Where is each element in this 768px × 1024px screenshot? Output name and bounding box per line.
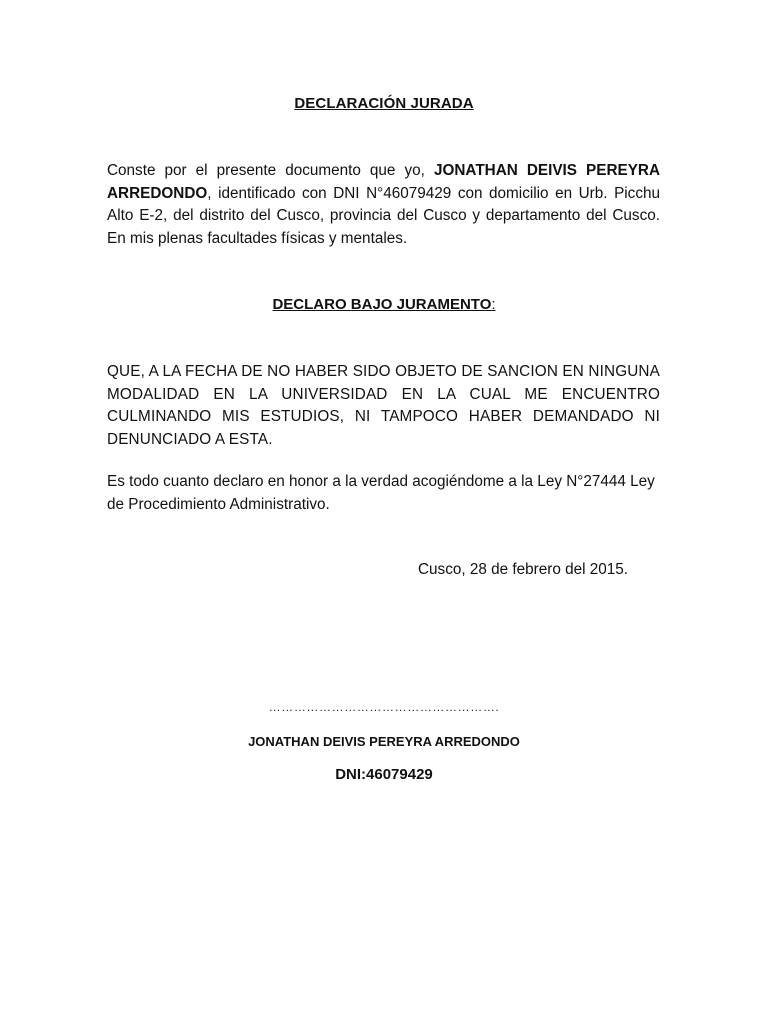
declaration-heading-colon: : [491,296,496,313]
signatory-name: JONATHAN DEIVIS PEREYRA ARREDONDO [248,734,520,749]
intro-paragraph [107,160,660,250]
declaration-heading [0,296,768,313]
document-title: DECLARACIÓN JURADA [294,95,474,112]
intro-text-start: Conste por el presente documento que yo, [107,162,434,179]
closing-paragraph: Es todo cuanto declaro en honor a la verdad acogiéndome a la Ley N°27444 Ley de Procedimiento Administrativo. [107,473,655,513]
declarant-name: JONATHAN DEIVIS PEREYRA ARREDONDO [107,162,661,202]
declaration-heading-text: DECLARO BAJO JURAMENTO [272,296,492,313]
signature-line: ………………………………………………. [268,700,500,714]
statement-paragraph: QUE, A LA FECHA DE NO HABER SIDO OBJETO DE SANCION EN NINGUNA MODALIDAD EN LA UNIVERSIDAD EN LA CUAL ME ENCUENTRO CULMINANDO MIS ESTUDIOS, NI TAMPOCO HABER DEMANDADO NI DENUNCIADO A ESTA. [107,363,660,448]
intro-text-end: , identificado con DNI N°46079429 con domicilio en Urb. Picchu Alto E-2, del distrito del Cusco, provincia del Cusco y departamento del Cusco. En mis plenas facultades físicas y mentales. [107,184,660,247]
date-line: Cusco, 28 de febrero del 2015. [418,561,629,578]
signatory-dni: DNI:46079429 [335,766,433,783]
